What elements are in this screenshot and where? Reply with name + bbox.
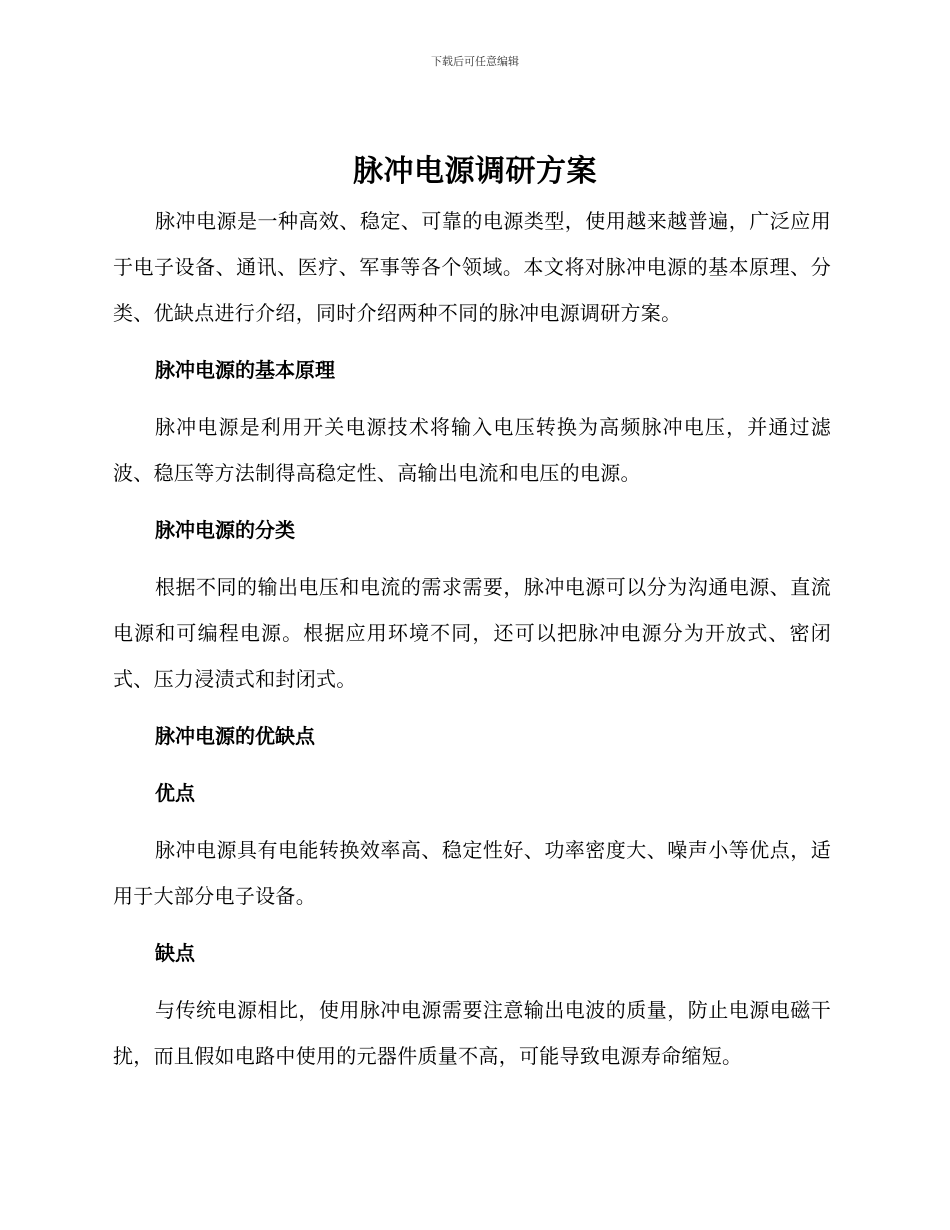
pros-cons-heading: 脉冲电源的优缺点	[155, 724, 315, 748]
cons-paragraph: 与传统电源相比，使用脉冲电源需要注意输出电波的质量，防止电源电磁干扰，而且假如电路中使用的元器件质量不高，可能导致电源寿命缩短。	[113, 998, 831, 1068]
pros-paragraph: 脉冲电源具有电能转换效率高、稳定性好、功率密度大、噪声小等优点，适用于大部分电子设备。	[113, 838, 831, 908]
principle-paragraph: 脉冲电源是利用开关电源技术将输入电压转换为高频脉冲电压，并通过滤波、稳压等方法制得高稳定性、高输出电流和电压的电源。	[113, 415, 831, 485]
classification-heading: 脉冲电源的分类	[155, 518, 295, 542]
classification-paragraph: 根据不同的输出电压和电流的需求需要，脉冲电源可以分为沟通电源、直流电源和可编程电源。根据应用环境不同，还可以把脉冲电源分为开放式、密闭式、压力浸渍式和封闭式。	[113, 575, 831, 691]
intro-paragraph: 脉冲电源是一种高效、稳定、可靠的电源类型，使用越来越普遍，广泛应用于电子设备、通讯、医疗、军事等各个领域。本文将对脉冲电源的基本原理、分类、优缺点进行介绍，同时介绍两种不同的脉冲电源调研方案。	[113, 209, 831, 325]
cons-heading: 缺点	[155, 941, 195, 965]
pros-heading: 优点	[155, 781, 195, 805]
principle-heading: 脉冲电源的基本原理	[155, 358, 335, 382]
document-title: 脉冲电源调研方案	[353, 154, 597, 189]
page-header: 下载后可任意编辑	[431, 55, 519, 68]
document-body	[113, 198, 831, 1090]
